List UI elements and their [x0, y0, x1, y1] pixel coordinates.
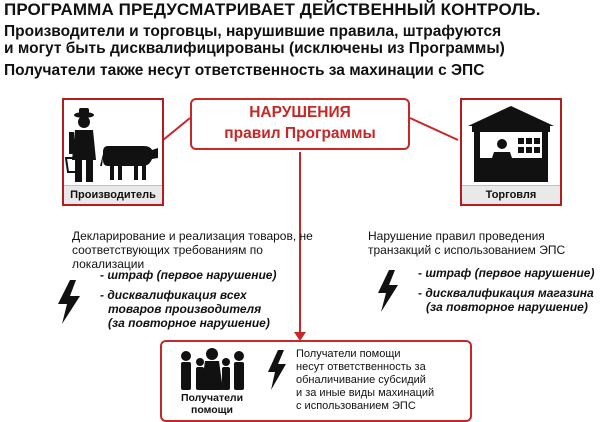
page-title: ПРОГРАММА ПРЕДУСМАТРИВАЕТ ДЕЙСТВЕННЫЙ КОНТРОЛЬ.: [4, 0, 541, 19]
recipients-label: [166, 392, 258, 416]
lightning-icon: [56, 280, 82, 324]
violations-subtitle: правил Программы: [224, 125, 376, 142]
recipients-label-line: Получатели: [180, 392, 244, 404]
producer-violation-line: Декларирование и реализация товаров, не: [72, 229, 313, 243]
producer-violation: [72, 229, 332, 271]
penalty-disqualification: - дисквалификация магазина: [418, 286, 594, 300]
connector-to-retailer: [410, 118, 458, 140]
lightning-icon: [376, 270, 400, 312]
recipients-text-line: Получатели помощи: [296, 348, 401, 360]
penalty-fine: - штраф (первое нарушение): [418, 266, 595, 280]
retailer-label: Торговля: [462, 185, 560, 204]
violations-box: [190, 98, 410, 150]
producer-card: [62, 98, 164, 206]
retailer-card: [460, 98, 562, 206]
retailer-violation-line: транзакций с использованием ЭПС: [368, 243, 566, 257]
recipients-text-line: с использованием ЭПС: [296, 400, 416, 412]
recipients-box: [160, 340, 472, 422]
header-line-3: Получатели также несут ответственность за махинации с ЭПС: [4, 62, 485, 79]
recipients-text-line: несут ответственность за: [296, 361, 426, 373]
recipients-text-line: обналичивание субсидий: [296, 374, 426, 386]
penalty-repeat-note: (за повторное нарушение): [426, 300, 588, 314]
producer-penalties: [100, 268, 310, 330]
shop-kiosk-icon: [462, 100, 560, 186]
farmer-with-cow-icon: [64, 100, 162, 186]
recipients-text-line: и за иные виды махинаций: [296, 387, 435, 399]
family-icon: [172, 346, 252, 392]
violations-title: НАРУШЕНИЯ: [249, 104, 351, 121]
penalty-disqualification-cont: товаров производителя: [108, 302, 262, 316]
retailer-violation: [368, 229, 598, 257]
recipients-label-line: помощи: [191, 404, 233, 416]
retailer-penalties: [418, 266, 600, 314]
producer-violation-line: соответствующих требованиям по: [72, 243, 263, 257]
header-line-2: и могут быть дисквалифицированы (исключены из Программы): [4, 40, 505, 57]
lightning-icon: [266, 350, 288, 390]
penalty-repeat-note: (за повторное нарушение): [108, 316, 270, 330]
producer-label: Производитель: [64, 185, 162, 204]
recipients-text: [296, 348, 466, 413]
penalty-fine: - штраф (первое нарушение): [100, 268, 277, 282]
penalty-disqualification: - дисквалификация всех: [100, 288, 247, 302]
header-line-1: Производители и торговцы, нарушившие правила, штрафуются: [4, 23, 502, 40]
producer-violation-line: локализации: [72, 257, 145, 271]
retailer-violation-line: Нарушение правил проведения: [368, 229, 545, 243]
